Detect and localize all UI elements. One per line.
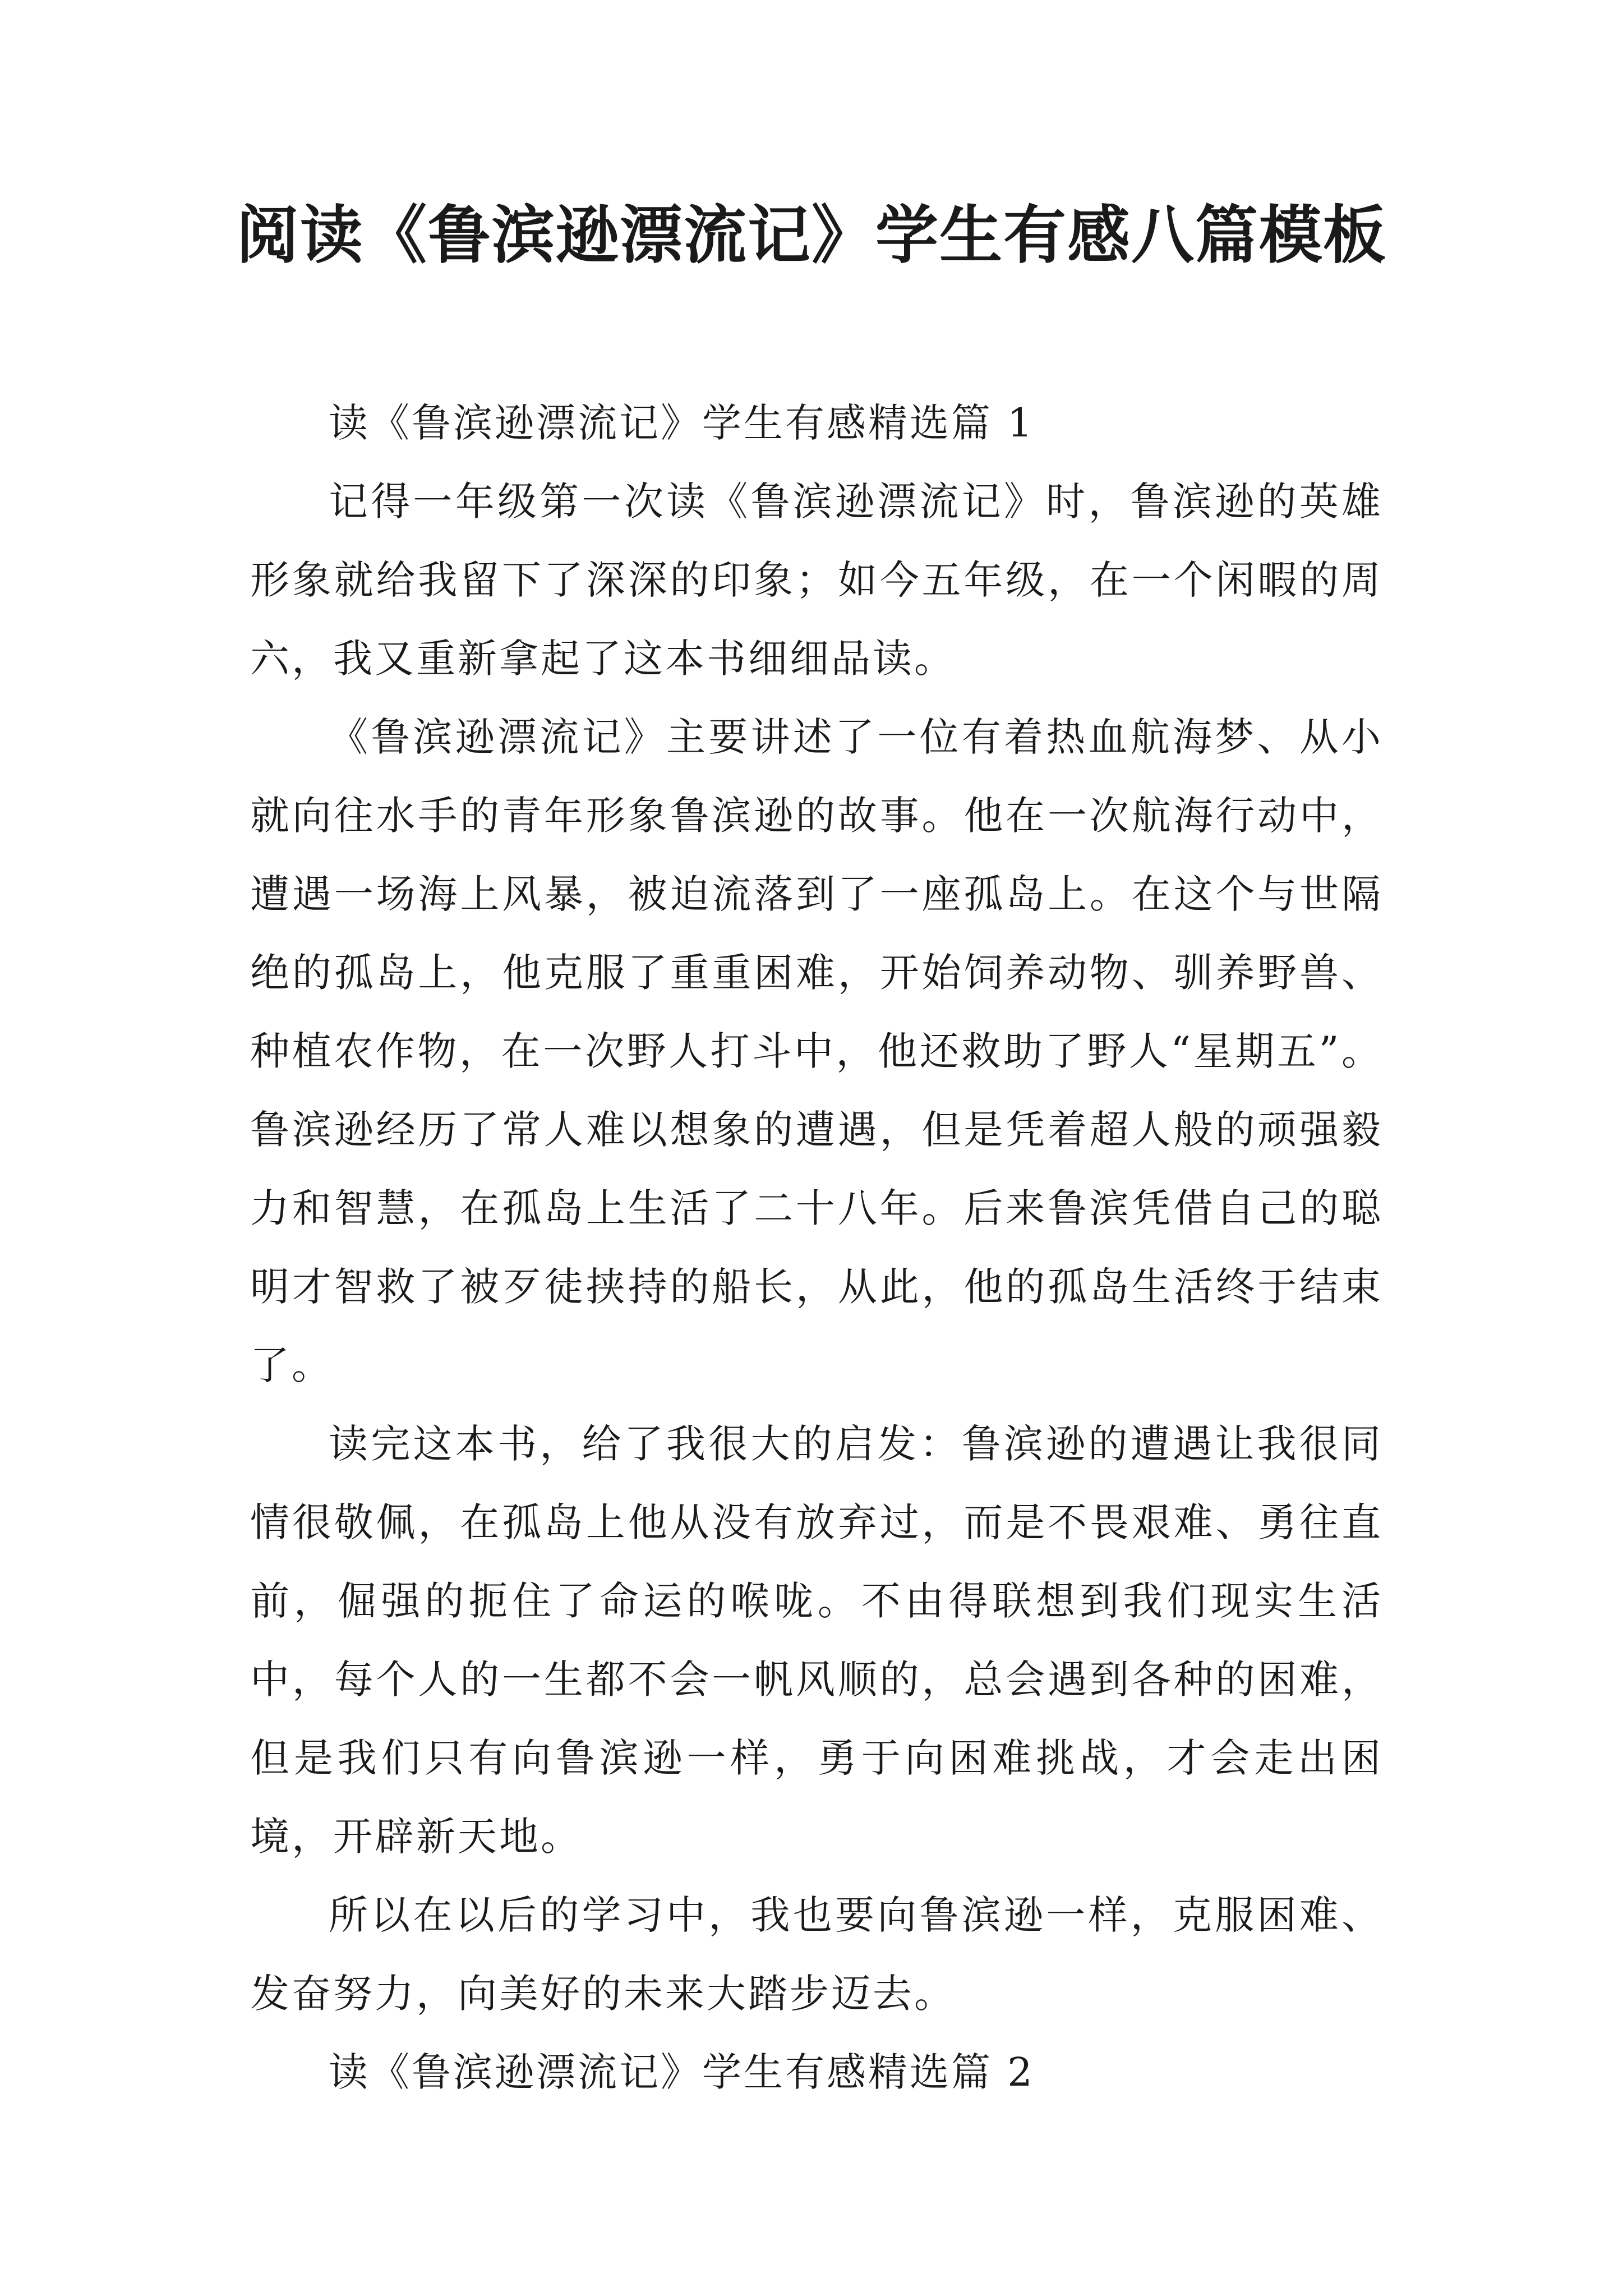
section-heading-2: 读《鲁滨逊漂流记》学生有感精选篇 2 — [329, 2049, 1035, 2095]
section-heading-1: 读《鲁滨逊漂流记》学生有感精选篇 1 — [329, 400, 1035, 446]
paragraph-2: 《鲁滨逊漂流记》主要讲述了一位有着热血航海梦、从小就向往水手的青年形象鲁滨逊的故事。他在一次航海行动中，遭遇一场海上风暴，被迫流落到了一座孤岛上。在这个与世隔绝的孤岛上，他克服了重重困难，开始饲养动物、驯养野兽、种植农作物，在一次野人打斗中，他还救助了野人“星期五”。鲁滨逊经历了常人难以想象的遭遇，但是凭着超人般的顽强毅力和智慧，在孤岛上生活了二十八年。后来鲁滨凭借自己的聪明才智救了被歹徒挟持的船长，从此，他的孤岛生活终于结束了。 — [250, 714, 1383, 1388]
document-body — [250, 384, 1383, 2111]
paragraph-1: 记得一年级第一次读《鲁滨逊漂流记》时，鲁滨逊的英雄形象就给我留下了深深的印象；如今五年级，在一个闲暇的周六，我又重新拿起了这本书细细品读。 — [250, 478, 1383, 682]
document-title: 阅读《鲁滨逊漂流记》学生有感八篇模板 — [236, 199, 1387, 272]
paragraph-4: 所以在以后的学习中，我也要向鲁滨逊一样，克服困难、发奋努力，向美好的未来大踏步迈去。 — [250, 1892, 1383, 2017]
paragraph-3: 读完这本书，给了我很大的启发：鲁滨逊的遭遇让我很同情很敬佩，在孤岛上他从没有放弃过，而是不畏艰难、勇往直前，倔强的扼住了命运的喉咙。不由得联想到我们现实生活中，每个人的一生都不会一帆风顺的，总会遇到各种的困难，但是我们只有向鲁滨逊一样，勇于向困难挑战，才会走出困境，开辟新天地。 — [250, 1421, 1383, 1860]
